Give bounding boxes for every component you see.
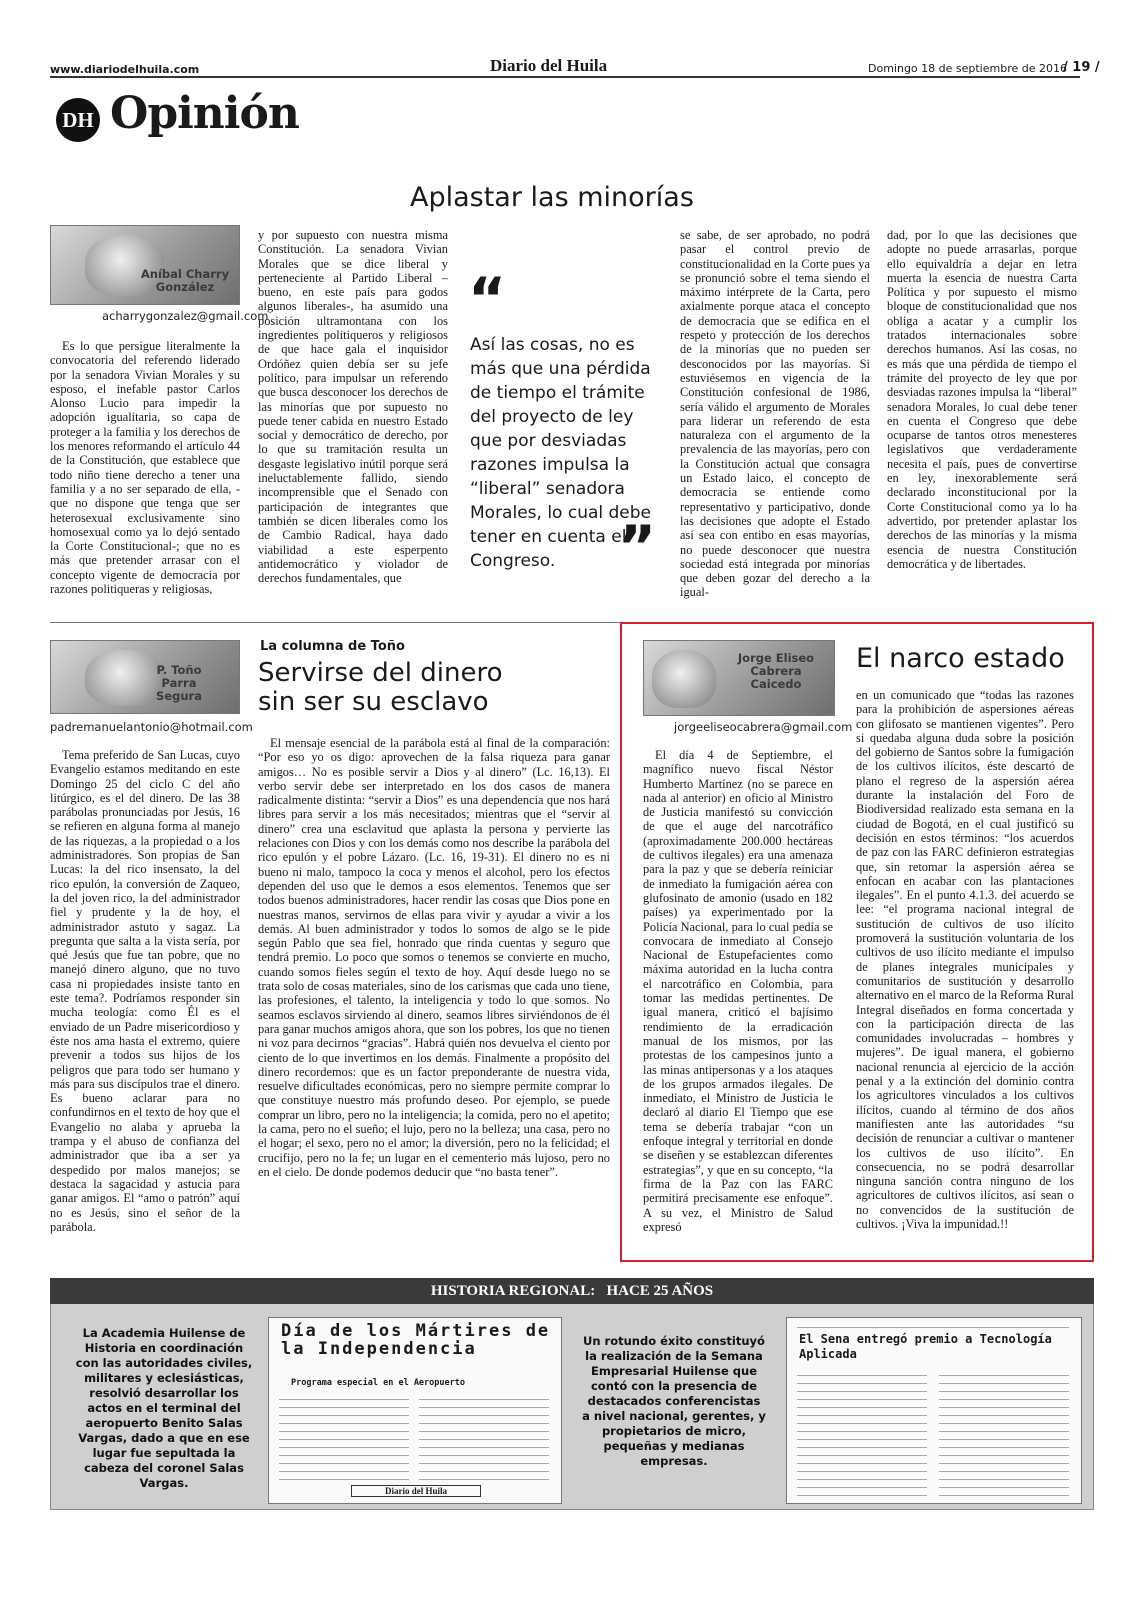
article1-column-1: [50, 339, 240, 611]
masthead: Diario del Huila: [490, 56, 608, 75]
article3-col2-text: en un comunicado que “todas las razones para la prohibición de aspersiones aéreas con glifosato se mantienen vigentes”. Pero si quedaba alguna duda sobre la posición del gobierno de Santos sobre la fumigación de los cultivos ilícitos, éste descartó de plano el regreso de la aspersión aérea durante la instalación del Foro de Biodiversidad realizado esta semana en la ciudad de Bogotá, en el cual justificó su decisión en estos términos: “los acuerdos de paz con las FARC definieron estrategias que, sin retomar la aspersión aérea se enfocan en acabar con las plantaciones ilegales”. En el punto 4.1.3. del acuerdo se lee: “el programa nacional integral de sustitución de cultivos de uso ilícito promoverá la sustitución voluntaria de los cultivos de uso ilícito mediante el impulso de planes integrales municipales y comunitarios de sustitución y desarrollo alternativo en el marco de la Reforma Rural Integral diseñados en forma concertada y con la participación directa de las comunidades involucradas – hombres y mujeres”. De igual manera, el gobierno nacional renuncia al ejercicio de la acción penal y a la extinción del dominio contra los agricultores vinculados a los cultivos ilícitos, cuando al término de dos años manifiesten ante las autoridades “su decisión de renunciar a cultivar o mantener los cultivos de uso ilícito”. En consecuencia, no se podrá desarrollar ninguna sanción contra ninguno de los agricultores de cultivos ilícitos, así sean o no convencidos de la sustitución de cultivos. ¡Viva la impunidad.!!: [856, 688, 1074, 1231]
article2-column-2: [258, 736, 610, 1256]
author-photo: [50, 640, 240, 714]
article1-col4-text: se sabe, de ser aprobado, no podrá pasar el control previo de constitucionalidad en la Corte pues ya se pronunció sobre el tema siendo el máximo intérprete de la Carta, pero axialmente porque ataca el concepto de democracia que se edifica en el respeto y protección de los derechos de la minorías que no pueden ser desconocidos por las mayorías. Si estuviésemos en vigencia de la Constitución confesional de 1986, sería válido el argumento de Morales para liderar un referendo de esta naturaleza con el argumento de la prevalencia de las mayorías, pero con la Constitución actual que consagra un Estado laico, el concepto de democracia se entiende como representativo y participativo, donde las decisiones que adopte el Estado así sea con entibo en esas mayorías, no puede desconocer que nuestra sociedad está integrada por minorías que deben gozar del derecho a la igual-: [680, 228, 870, 600]
quote-close-mark: ”: [618, 513, 657, 581]
section-divider: [50, 622, 622, 623]
header-rule: [50, 76, 1080, 78]
dh-logo-text: DH: [62, 108, 94, 132]
author-email: acharrygonzalez@gmail.com: [102, 309, 269, 323]
author-name: Aníbal Charry González: [140, 267, 230, 294]
article2-headline: Servirse del dinero sin ser su esclavo: [258, 658, 503, 717]
author-name: P. Toño Parra Segura: [156, 663, 202, 703]
article2-col2-text: El mensaje esencial de la parábola está al final de la comparación: “Por eso yo os digo: aprovechen de la falsa riqueza para ganar amigos… No es posible servir a Dios y al dinero” (Lc. 16,13). El verbo servir debe ser interpretado en los dos casos de manera radicalmente distinta: “servir a Dios” es una dependencia que nos hará libres para servir a los más necesitados; mientras que el “servir al dinero” crea una esclavitud que aplasta la persona y pervierte las relaciones con Dios y con los demás como nos describe la parábola del rico epulón y el pobre Lázaro. (Lc. 16, 19-31). El dinero no es ni bueno ni malo, tampoco la coca y menos el alcohol, pero los efectos dependen del uso que le demos a esos elementos. Tenemos que ser todos buenos administradores, hacer rendir las cosas que Dios pone en nuestras manos, servirnos de ellas para vivir y ayudar a vivir a los demás. Al buen administrador y todos lo somos de algo se le pide según Pablo que sea fiel, honrado que rinda cuentas y seguro que tendrá premio. Lo poco que somos o tenemos se convierte en mucho, cuando somos fieles según el texto de hoy. Aquí desde luego no se trata solo de cosas materiales, sino de los carismas que cada uno tiene, las profesiones, el talento, la inteligencia y todo lo que somos. No seamos esclavos sirviendo al dinero, seamos libres sirviéndonos de él para ganar muchos amigos ahora, que son los pobres, los que no tienen ni voz para decirnos “gracias”. Habrá quién nos devuelva el ciento por ciento de lo que invertimos en los demás. Finalmente a propósito del dinero recordemos: que es un factor preponderante de nuestra vida, resuelve dificultades económicas, pero no siempre permite comprar lo que constituye nuestro más profundo deseo. Por ejemplo, se puede comprar un libro, pero no la inteligencia; la comida, pero no el apetito; la cama, pero no el sueño; el lujo, pero no la belleza; una casa, pero no el hogar; el sexo, pero no el amor; la diversión, pero no la felicidad; el crucifijo, pero no la fe; un lugar en el cementerio más lujoso, pero no en el cielo. De donde podemos deducir que “no basta tener”.: [258, 736, 610, 1179]
article1-headline: Aplastar las minorías: [410, 182, 694, 213]
article1-column-4: [680, 228, 870, 611]
clipping-sena: [786, 1317, 1082, 1504]
dh-logo: [56, 98, 100, 142]
author-name: Jorge Eliseo Cabrera Caicedo: [737, 651, 815, 691]
article3-col1-text: El día 4 de Septiembre, el magnífico nuevo fiscal Néstor Humberto Martínez (no se parece en nada al anterior) en oficio al Ministro de Justicia manifestó su convicción de que el auge del narcotráfico (aproximadamente 200.000 hectáreas de cultivos ilegales) era una amenaza para la paz y que se debería reiniciar de inmediato la fumigación aérea con glufosinato de amonio (usado en 182 países) ya experimentado por la Policía Nacional, para lo cual pedía se convocara de inmediato al Consejo Nacional de Estupefacientes como máxima autoridad en la lucha contra el narcotráfico en Colombia, para tomar las medidas pertinentes. De igual manera, criticó el bajísimo rendimiento de la erradicación manual de los mismos, por las protestas de los campesinos junto a las minas antipersonas y a los ataques de los grupos armados ilegales. De inmediato, el Ministro de Justicia le declaró al diario El Tiempo que ese tema se debería trabajar “con un enfoque integral y territorial en donde se diseñen y se establezcan diferentes estrategias”, y que en su concepto, “la firma de la Paz con las FARC permitirá precisamente ese enfoque”. A su vez, el Ministro de Salud expresó: [643, 748, 833, 1234]
article3-column-2: [856, 688, 1074, 1256]
clipping-martires-body: [419, 1394, 549, 1482]
clipping-martires-subtitle: Programa especial en el Aeropuerto: [291, 1378, 465, 1388]
article2-kicker: La columna de Toño: [260, 639, 405, 654]
historia-caption-2: Un rotundo éxito constituyó la realización de la Semana Empresarial Huilense que contó con la presencia de destacados conferencistas a nivel nacional, gerentes, y propietarios de micro, pequeñas y medianas empresas.: [582, 1334, 766, 1468]
issue-date: Domingo 18 de septiembre de 2016: [868, 62, 1067, 75]
clipping-martires-footer: Diario del Huila: [351, 1485, 481, 1497]
article1-col5-text: dad, por lo que las decisiones que adopte no puede arrasarlas, porque ello equivaldría a dejar en letra muerta la esencia de nuestra Carta Política y por supuesto el mismo bloque de constitucionalidad que nos obliga a acatar y a cumplir los tratados internacionales sobre derechos humanos. Así las cosas, no es más que una pérdida de tiempo el trámite del proyecto de ley que por desviadas razones impulsa la “liberal” senadora Morales, lo cual debe tener en cuenta el Congreso que debe ocuparse de tantos otros menesteres legislativos que verdaderamente necesita el país, pues de convertirse en ley, inexorablemente será declarado inconstitucional por la Corte Constitucional como ya lo ha advertido, por pretender aplastar los derechos de las minorías y la misma esencia de nuestra Constitución democrática y de libertades.: [887, 228, 1077, 571]
article1-col2-text: y por supuesto con nuestra misma Constitución. La senadora Vivian Morales que se dice liberal y perteneciente al Partido Liberal –bueno, en este país para godos algunos liberales-, ha asumido una posición ultramontana con los ingredientes politiqueros y religiosos de que hace gala el inquisidor Ordóñez quien debía ser su jefe político, para impulsar un referendo que busca desconocer los derechos de las minorías que por supuesto no puede tener cabida en nuestro Estado social y democrático de derecho, por lo que su tramitación resulta un desgaste legislativo inútil porque será ineluctablemente fallido, siendo incomprensible que el Senado con participación de integrantes que también se dicen liberales como los de Cambio Radical, haya dado viabilidad a este esperpento antidemocrático y violador de derechos fundamentales, que: [258, 228, 448, 586]
historia-caption-1: La Academia Huilense de Historia en coordinación con las autoridades civiles, militares y eclesiásticas, resolvió desarrollar los actos en el terminal del aeropuerto Benito Salas Vargas, dado a que en ese lugar fue sepultada la cabeza del coronel Salas Vargas.: [75, 1326, 253, 1490]
author-email: padremanuelantonio@hotmail.com: [50, 720, 253, 734]
clipping-sena-body: [939, 1370, 1069, 1498]
website-url: www.diariodelhuila.com: [50, 63, 200, 76]
clipping-sena-body: [797, 1370, 927, 1498]
section-title: Opinión: [110, 88, 299, 139]
article2-col1-text: Tema preferido de San Lucas, cuyo Evangelio estamos meditando en este Domingo 25 del ciclo C del año litúrgico, es el del dinero. De las 38 parábolas pronunciadas por Jesús, 16 se refieren en alguna forma al manejo de las riquezas, a la propiedad o a los administradores. Son propias de San Lucas: la del rico insensato, la del rico epulón, la conversión de Zaqueo, la del joven rico, la del administrador fiel y prudente y la de hoy, el administrador astuto y sagaz. La pregunta que salta a la vista sería, por qué Jesús que fue tan pobre, que no manejó dinero alguno, que no tuvo casa ni propiedades insiste tanto en este tema?. Podríamos responder sin mucha teología: como Él es el enviado de un Padre misericordioso y éste nos ama hasta el extremo, quiere prevenir a todos sus hijos de los peligros que para todo ser humano y más para sus discípulos trae el dinero. Es bueno aclarar para no confundirnos en el texto de hoy que el Evangelio no alaba y aprueba la trampa y el abuso de confianza del administrador que iba a ser ya despedido por malos manejos; se destaca la sagacidad y astucia para ganar amigos. El “amo o patrón” aquí no es Jesús, sino el señor de la parábola.: [50, 748, 240, 1234]
historia-banner: [50, 1278, 1094, 1304]
article3-headline: El narco estado: [856, 643, 1065, 674]
article1-column-2: [258, 228, 448, 611]
article1-column-5: [887, 228, 1077, 611]
clipping-martires-body: [279, 1394, 409, 1482]
page-number: / 19 /: [1063, 60, 1100, 75]
author-email: jorgeeliseocabrera@gmail.com: [674, 720, 853, 734]
article3-column-1: [643, 748, 833, 1256]
clipping-martires: [268, 1317, 562, 1504]
article1-col1-text: Es lo que persigue literalmente la convocatoria del referendo liderado por la senadora Vivian Morales y su esposo, el inefable pastor Carlos Alonso Lucio para impedir la adopción igualitaria, so capa de proteger a la familia y los derechos de los menores reformando el artículo 44 de la Constitución, que establece que todo niño tiene derecho a tener una familia y a no ser separado de ella, -que no dispone que tenga que ser heterosexual exclusivamente sino homosexual como ya lo dejó sentado la Corte Constitucional-; que no es más que pretender arrasar con el concepto vigente de democracia por razones politiqueras y religiosas,: [50, 339, 240, 597]
quote-open-mark: “: [468, 265, 507, 333]
clipping-sena-topline: [797, 1322, 1069, 1328]
clipping-sena-title: El Sena entregó premio a Tecnología Aplicada: [799, 1332, 1052, 1361]
pull-quote: Así las cosas, no es más que una pérdida de tiempo el trámite del proyecto de ley que por desviadas razones impulsa la “liberal” senadora Morales, lo cual debe tener en cuenta el Congreso.: [470, 335, 652, 571]
historia-banner-text: HISTORIA REGIONAL: HACE 25 AÑOS: [430, 1283, 714, 1299]
article2-column-1: [50, 748, 240, 1256]
clipping-martires-title: Día de los Mártires de la Independencia: [281, 1321, 551, 1359]
